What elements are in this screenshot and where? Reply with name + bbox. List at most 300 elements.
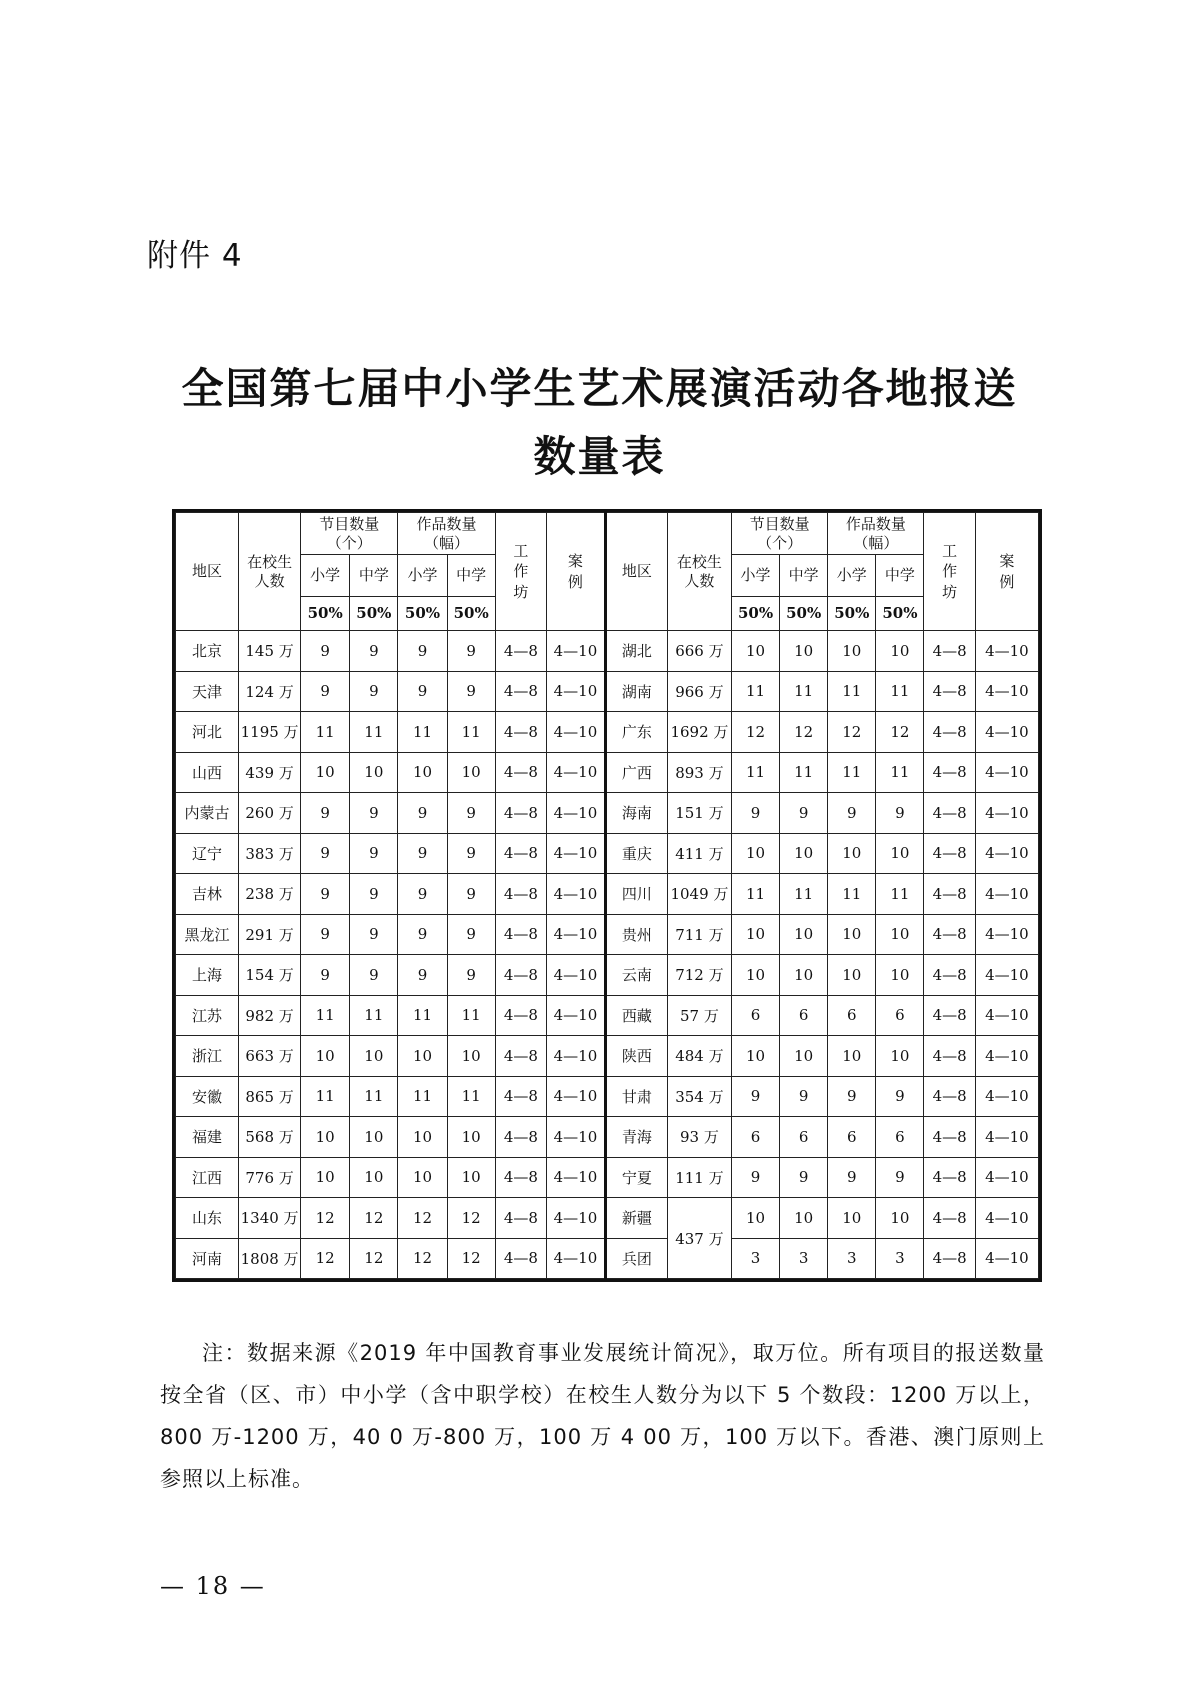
cell-w-pri: 9 xyxy=(828,1076,876,1117)
cell-case: 4—10 xyxy=(975,793,1038,834)
cell-w-pri: 10 xyxy=(398,1157,447,1198)
table-row xyxy=(176,1198,1039,1239)
header-students: 在校生 人数 xyxy=(667,513,731,631)
cell-workshop: 4—8 xyxy=(924,1198,975,1239)
cell-w-mid: 11 xyxy=(876,874,924,915)
cell-p-mid: 9 xyxy=(780,1157,828,1198)
cell-workshop: 4—8 xyxy=(495,1036,546,1077)
header-pct: 50% xyxy=(732,597,780,631)
cell-workshop: 4—8 xyxy=(495,631,546,672)
cell-workshop: 4—8 xyxy=(924,995,975,1036)
cell-students: 865 万 xyxy=(239,1076,301,1117)
cell-p-mid: 11 xyxy=(780,752,828,793)
cell-students: 663 万 xyxy=(239,1036,301,1077)
cell-region: 河南 xyxy=(176,1238,239,1279)
cell-region: 青海 xyxy=(605,1117,667,1158)
cell-p-mid: 9 xyxy=(350,793,398,834)
cell-w-pri: 9 xyxy=(828,1157,876,1198)
cell-case: 4—10 xyxy=(975,874,1038,915)
cell-region: 四川 xyxy=(605,874,667,915)
header-middle: 中学 xyxy=(350,555,398,597)
header-students: 在校生 人数 xyxy=(239,513,301,631)
cell-w-pri: 12 xyxy=(398,1238,447,1279)
cell-p-pri: 10 xyxy=(732,1198,780,1239)
cell-students: 1049 万 xyxy=(667,874,731,915)
cell-p-mid: 12 xyxy=(350,1238,398,1279)
cell-case: 4—10 xyxy=(547,1036,606,1077)
cell-w-pri: 11 xyxy=(828,671,876,712)
cell-workshop: 4—8 xyxy=(924,914,975,955)
cell-case: 4—10 xyxy=(547,752,606,793)
cell-p-mid: 9 xyxy=(350,671,398,712)
cell-students: 260 万 xyxy=(239,793,301,834)
cell-w-pri: 9 xyxy=(398,874,447,915)
table-note: 注：数据来源《2019 年中国教育事业发展统计简况》，取万位。所有项目的报送数量按全省（区、市）中小学（含中职学校）在校生人数分为以下 5 个数段：1200 万以上，800 万-1200 万，40 0 万-800 万，100 万 4 00 万，100 万以下。香港、澳门原则上参照以上标准。 xyxy=(160,1341,1045,1491)
quota-table xyxy=(172,509,1042,1282)
header-pct: 50% xyxy=(876,597,924,631)
cell-p-mid: 10 xyxy=(350,1117,398,1158)
cell-p-pri: 10 xyxy=(732,631,780,672)
cell-students: 383 万 xyxy=(239,833,301,874)
cell-case: 4—10 xyxy=(547,1076,606,1117)
cell-w-mid: 9 xyxy=(447,955,495,996)
table-row xyxy=(176,1157,1039,1198)
cell-p-mid: 10 xyxy=(780,1198,828,1239)
cell-workshop: 4—8 xyxy=(924,1117,975,1158)
cell-workshop: 4—8 xyxy=(924,671,975,712)
table-row xyxy=(176,914,1039,955)
cell-w-pri: 9 xyxy=(398,793,447,834)
table-row xyxy=(176,955,1039,996)
cell-region: 湖北 xyxy=(605,631,667,672)
table-row xyxy=(176,874,1039,915)
cell-workshop: 4—8 xyxy=(495,1238,546,1279)
header-workshop: 工作坊 xyxy=(495,513,546,631)
cell-region: 西藏 xyxy=(605,995,667,1036)
cell-students: 111 万 xyxy=(667,1157,731,1198)
cell-case: 4—10 xyxy=(547,631,606,672)
header-works: 作品数量 （幅） xyxy=(828,513,924,555)
cell-w-mid: 10 xyxy=(447,1036,495,1077)
cell-w-pri: 3 xyxy=(828,1238,876,1279)
table-row xyxy=(176,793,1039,834)
cell-p-pri: 9 xyxy=(301,671,350,712)
cell-students: 568 万 xyxy=(239,1117,301,1158)
cell-w-mid: 9 xyxy=(447,874,495,915)
cell-w-pri: 9 xyxy=(828,793,876,834)
cell-region: 江苏 xyxy=(176,995,239,1036)
cell-p-pri: 11 xyxy=(301,712,350,753)
cell-case: 4—10 xyxy=(975,1238,1038,1279)
cell-p-mid: 10 xyxy=(780,631,828,672)
cell-w-pri: 10 xyxy=(398,1036,447,1077)
cell-p-pri: 9 xyxy=(301,631,350,672)
cell-w-mid: 6 xyxy=(876,995,924,1036)
cell-workshop: 4—8 xyxy=(924,631,975,672)
cell-p-pri: 9 xyxy=(732,793,780,834)
cell-region: 山西 xyxy=(176,752,239,793)
cell-case: 4—10 xyxy=(547,995,606,1036)
cell-w-mid: 9 xyxy=(876,1076,924,1117)
cell-w-mid: 9 xyxy=(447,914,495,955)
cell-case: 4—10 xyxy=(975,1036,1038,1077)
cell-p-mid: 10 xyxy=(350,1036,398,1077)
cell-region: 河北 xyxy=(176,712,239,753)
cell-w-mid: 9 xyxy=(447,631,495,672)
cell-w-pri: 10 xyxy=(828,914,876,955)
cell-region: 辽宁 xyxy=(176,833,239,874)
cell-p-pri: 12 xyxy=(301,1238,350,1279)
cell-students: 711 万 xyxy=(667,914,731,955)
cell-p-mid: 12 xyxy=(350,1198,398,1239)
page-number: — 18 — xyxy=(160,1572,266,1600)
cell-w-pri: 9 xyxy=(398,914,447,955)
cell-w-mid: 10 xyxy=(447,1117,495,1158)
cell-workshop: 4—8 xyxy=(495,752,546,793)
cell-p-mid: 9 xyxy=(350,874,398,915)
cell-region: 内蒙古 xyxy=(176,793,239,834)
header-programs: 节目数量 （个） xyxy=(732,513,828,555)
cell-case: 4—10 xyxy=(547,793,606,834)
cell-case: 4—10 xyxy=(547,1117,606,1158)
cell-case: 4—10 xyxy=(975,631,1038,672)
cell-case: 4—10 xyxy=(975,833,1038,874)
cell-students: 238 万 xyxy=(239,874,301,915)
cell-w-pri: 9 xyxy=(398,955,447,996)
cell-p-mid: 9 xyxy=(350,631,398,672)
header-primary: 小学 xyxy=(732,555,780,597)
cell-w-mid: 6 xyxy=(876,1117,924,1158)
cell-w-mid: 10 xyxy=(876,833,924,874)
header-pct: 50% xyxy=(398,597,447,631)
cell-students: 437 万 xyxy=(667,1198,731,1279)
cell-workshop: 4—8 xyxy=(924,1076,975,1117)
cell-workshop: 4—8 xyxy=(495,955,546,996)
header-workshop: 工作坊 xyxy=(924,513,975,631)
cell-students: 666 万 xyxy=(667,631,731,672)
cell-w-mid: 11 xyxy=(447,995,495,1036)
table-row xyxy=(176,752,1039,793)
cell-workshop: 4—8 xyxy=(495,712,546,753)
table-body xyxy=(176,631,1039,1279)
cell-workshop: 4—8 xyxy=(924,1157,975,1198)
cell-workshop: 4—8 xyxy=(495,1117,546,1158)
cell-w-pri: 10 xyxy=(828,1198,876,1239)
cell-p-mid: 10 xyxy=(350,752,398,793)
cell-w-pri: 10 xyxy=(828,1036,876,1077)
cell-students: 1692 万 xyxy=(667,712,731,753)
cell-region: 新疆 xyxy=(605,1198,667,1239)
cell-students: 124 万 xyxy=(239,671,301,712)
cell-p-pri: 10 xyxy=(301,752,350,793)
cell-w-mid: 11 xyxy=(876,671,924,712)
cell-case: 4—10 xyxy=(547,833,606,874)
cell-p-mid: 11 xyxy=(780,671,828,712)
cell-p-pri: 9 xyxy=(732,1076,780,1117)
cell-p-mid: 11 xyxy=(350,1076,398,1117)
cell-p-mid: 11 xyxy=(350,712,398,753)
cell-w-mid: 10 xyxy=(876,914,924,955)
cell-workshop: 4—8 xyxy=(924,955,975,996)
cell-workshop: 4—8 xyxy=(495,995,546,1036)
header-case: 案例 xyxy=(975,513,1038,631)
cell-students: 57 万 xyxy=(667,995,731,1036)
table-row xyxy=(176,631,1039,672)
cell-p-pri: 9 xyxy=(301,833,350,874)
cell-w-mid: 9 xyxy=(447,833,495,874)
cell-p-pri: 11 xyxy=(732,671,780,712)
cell-case: 4—10 xyxy=(975,712,1038,753)
cell-w-mid: 10 xyxy=(876,1036,924,1077)
cell-case: 4—10 xyxy=(975,1157,1038,1198)
cell-w-pri: 10 xyxy=(828,955,876,996)
cell-region: 广东 xyxy=(605,712,667,753)
cell-p-mid: 9 xyxy=(350,833,398,874)
cell-p-mid: 9 xyxy=(350,914,398,955)
header-primary: 小学 xyxy=(301,555,350,597)
cell-w-mid: 10 xyxy=(876,631,924,672)
header-middle: 中学 xyxy=(447,555,495,597)
cell-p-pri: 10 xyxy=(732,955,780,996)
cell-p-pri: 9 xyxy=(301,793,350,834)
cell-case: 4—10 xyxy=(975,1076,1038,1117)
cell-workshop: 4—8 xyxy=(495,1157,546,1198)
cell-w-pri: 10 xyxy=(828,833,876,874)
cell-w-mid: 9 xyxy=(876,793,924,834)
cell-workshop: 4—8 xyxy=(924,793,975,834)
cell-p-pri: 11 xyxy=(301,995,350,1036)
cell-students: 1808 万 xyxy=(239,1238,301,1279)
cell-w-pri: 11 xyxy=(398,712,447,753)
cell-p-mid: 9 xyxy=(350,955,398,996)
cell-p-pri: 9 xyxy=(301,955,350,996)
cell-w-pri: 11 xyxy=(828,752,876,793)
cell-w-mid: 10 xyxy=(447,1157,495,1198)
table-row xyxy=(176,671,1039,712)
cell-students: 439 万 xyxy=(239,752,301,793)
cell-p-pri: 6 xyxy=(732,995,780,1036)
cell-region: 江西 xyxy=(176,1157,239,1198)
cell-p-mid: 11 xyxy=(350,995,398,1036)
cell-p-pri: 10 xyxy=(301,1157,350,1198)
header-pct: 50% xyxy=(780,597,828,631)
cell-region: 兵团 xyxy=(605,1238,667,1279)
header-primary: 小学 xyxy=(828,555,876,597)
cell-students: 145 万 xyxy=(239,631,301,672)
cell-w-pri: 12 xyxy=(828,712,876,753)
cell-p-pri: 12 xyxy=(732,712,780,753)
table-row xyxy=(176,833,1039,874)
header-pct: 50% xyxy=(301,597,350,631)
cell-case: 4—10 xyxy=(547,1157,606,1198)
header-pct: 50% xyxy=(447,597,495,631)
cell-students: 484 万 xyxy=(667,1036,731,1077)
cell-workshop: 4—8 xyxy=(495,671,546,712)
header-region: 地区 xyxy=(605,513,667,631)
cell-w-mid: 12 xyxy=(447,1238,495,1279)
cell-p-pri: 9 xyxy=(301,874,350,915)
cell-workshop: 4—8 xyxy=(924,752,975,793)
cell-case: 4—10 xyxy=(547,671,606,712)
header-pct: 50% xyxy=(350,597,398,631)
page-title-line1: 全国第七届中小学生艺术展演活动各地报送 xyxy=(181,364,1018,413)
cell-w-pri: 6 xyxy=(828,1117,876,1158)
cell-p-pri: 10 xyxy=(732,914,780,955)
cell-workshop: 4—8 xyxy=(924,874,975,915)
cell-p-pri: 3 xyxy=(732,1238,780,1279)
cell-case: 4—10 xyxy=(547,1198,606,1239)
cell-w-pri: 10 xyxy=(398,752,447,793)
cell-w-mid: 11 xyxy=(447,1076,495,1117)
table-row xyxy=(176,1036,1039,1077)
cell-case: 4—10 xyxy=(975,955,1038,996)
cell-region: 宁夏 xyxy=(605,1157,667,1198)
cell-case: 4—10 xyxy=(547,874,606,915)
cell-w-pri: 11 xyxy=(398,995,447,1036)
cell-workshop: 4—8 xyxy=(495,1198,546,1239)
cell-w-pri: 6 xyxy=(828,995,876,1036)
cell-region: 陕西 xyxy=(605,1036,667,1077)
cell-w-mid: 10 xyxy=(876,955,924,996)
cell-w-mid: 12 xyxy=(876,712,924,753)
cell-case: 4—10 xyxy=(547,712,606,753)
cell-w-pri: 9 xyxy=(398,631,447,672)
cell-w-mid: 9 xyxy=(447,793,495,834)
cell-case: 4—10 xyxy=(547,1238,606,1279)
cell-w-mid: 11 xyxy=(447,712,495,753)
header-pct: 50% xyxy=(828,597,876,631)
cell-students: 291 万 xyxy=(239,914,301,955)
cell-p-pri: 11 xyxy=(301,1076,350,1117)
table-row xyxy=(176,995,1039,1036)
cell-p-pri: 10 xyxy=(732,833,780,874)
cell-w-pri: 9 xyxy=(398,833,447,874)
cell-case: 4—10 xyxy=(975,752,1038,793)
header-middle: 中学 xyxy=(876,555,924,597)
cell-p-pri: 12 xyxy=(301,1198,350,1239)
table-row xyxy=(176,712,1039,753)
cell-region: 山东 xyxy=(176,1198,239,1239)
cell-p-mid: 9 xyxy=(780,793,828,834)
cell-students: 966 万 xyxy=(667,671,731,712)
cell-region: 黑龙江 xyxy=(176,914,239,955)
cell-p-pri: 9 xyxy=(732,1157,780,1198)
cell-workshop: 4—8 xyxy=(495,793,546,834)
cell-w-pri: 11 xyxy=(828,874,876,915)
cell-p-pri: 10 xyxy=(301,1117,350,1158)
cell-w-pri: 10 xyxy=(828,631,876,672)
header-works: 作品数量 （幅） xyxy=(398,513,495,555)
cell-students: 354 万 xyxy=(667,1076,731,1117)
cell-p-mid: 10 xyxy=(780,955,828,996)
cell-p-mid: 9 xyxy=(780,1076,828,1117)
header-programs: 节目数量 （个） xyxy=(301,513,398,555)
cell-p-mid: 10 xyxy=(780,914,828,955)
cell-w-mid: 12 xyxy=(447,1198,495,1239)
cell-p-mid: 11 xyxy=(780,874,828,915)
cell-p-pri: 9 xyxy=(301,914,350,955)
cell-p-mid: 10 xyxy=(350,1157,398,1198)
cell-p-pri: 10 xyxy=(301,1036,350,1077)
header-primary: 小学 xyxy=(398,555,447,597)
cell-region: 福建 xyxy=(176,1117,239,1158)
cell-p-mid: 6 xyxy=(780,1117,828,1158)
cell-w-pri: 12 xyxy=(398,1198,447,1239)
page-title-line2: 数量表 xyxy=(533,432,666,481)
cell-region: 安徽 xyxy=(176,1076,239,1117)
cell-case: 4—10 xyxy=(547,914,606,955)
cell-p-mid: 10 xyxy=(780,833,828,874)
cell-case: 4—10 xyxy=(975,914,1038,955)
cell-students: 93 万 xyxy=(667,1117,731,1158)
cell-w-mid: 3 xyxy=(876,1238,924,1279)
cell-case: 4—10 xyxy=(547,955,606,996)
cell-students: 154 万 xyxy=(239,955,301,996)
cell-students: 1195 万 xyxy=(239,712,301,753)
cell-w-pri: 10 xyxy=(398,1117,447,1158)
cell-p-mid: 6 xyxy=(780,995,828,1036)
cell-workshop: 4—8 xyxy=(495,914,546,955)
cell-region: 重庆 xyxy=(605,833,667,874)
cell-case: 4—10 xyxy=(975,1117,1038,1158)
cell-students: 982 万 xyxy=(239,995,301,1036)
cell-p-mid: 10 xyxy=(780,1036,828,1077)
cell-students: 411 万 xyxy=(667,833,731,874)
cell-w-pri: 11 xyxy=(398,1076,447,1117)
cell-students: 893 万 xyxy=(667,752,731,793)
header-case: 案例 xyxy=(547,513,606,631)
cell-workshop: 4—8 xyxy=(495,833,546,874)
cell-workshop: 4—8 xyxy=(924,1238,975,1279)
cell-region: 广西 xyxy=(605,752,667,793)
cell-p-mid: 3 xyxy=(780,1238,828,1279)
cell-p-pri: 10 xyxy=(732,1036,780,1077)
table-row xyxy=(176,1076,1039,1117)
cell-w-mid: 10 xyxy=(447,752,495,793)
cell-region: 上海 xyxy=(176,955,239,996)
cell-workshop: 4—8 xyxy=(495,1076,546,1117)
cell-case: 4—10 xyxy=(975,995,1038,1036)
cell-case: 4—10 xyxy=(975,671,1038,712)
cell-case: 4—10 xyxy=(975,1198,1038,1239)
cell-region: 吉林 xyxy=(176,874,239,915)
cell-w-mid: 10 xyxy=(876,1198,924,1239)
cell-region: 北京 xyxy=(176,631,239,672)
table-row xyxy=(176,1117,1039,1158)
cell-workshop: 4—8 xyxy=(495,874,546,915)
cell-p-pri: 6 xyxy=(732,1117,780,1158)
cell-p-mid: 12 xyxy=(780,712,828,753)
attachment-label: 附件 4 xyxy=(147,238,243,274)
header-middle: 中学 xyxy=(780,555,828,597)
cell-p-pri: 11 xyxy=(732,752,780,793)
cell-workshop: 4—8 xyxy=(924,712,975,753)
cell-w-mid: 9 xyxy=(447,671,495,712)
cell-region: 湖南 xyxy=(605,671,667,712)
cell-students: 151 万 xyxy=(667,793,731,834)
cell-students: 712 万 xyxy=(667,955,731,996)
cell-region: 浙江 xyxy=(176,1036,239,1077)
cell-region: 天津 xyxy=(176,671,239,712)
cell-w-pri: 9 xyxy=(398,671,447,712)
cell-region: 贵州 xyxy=(605,914,667,955)
cell-w-mid: 11 xyxy=(876,752,924,793)
table-row xyxy=(176,1238,1039,1279)
cell-workshop: 4—8 xyxy=(924,833,975,874)
cell-region: 海南 xyxy=(605,793,667,834)
cell-w-mid: 9 xyxy=(876,1157,924,1198)
cell-p-pri: 11 xyxy=(732,874,780,915)
